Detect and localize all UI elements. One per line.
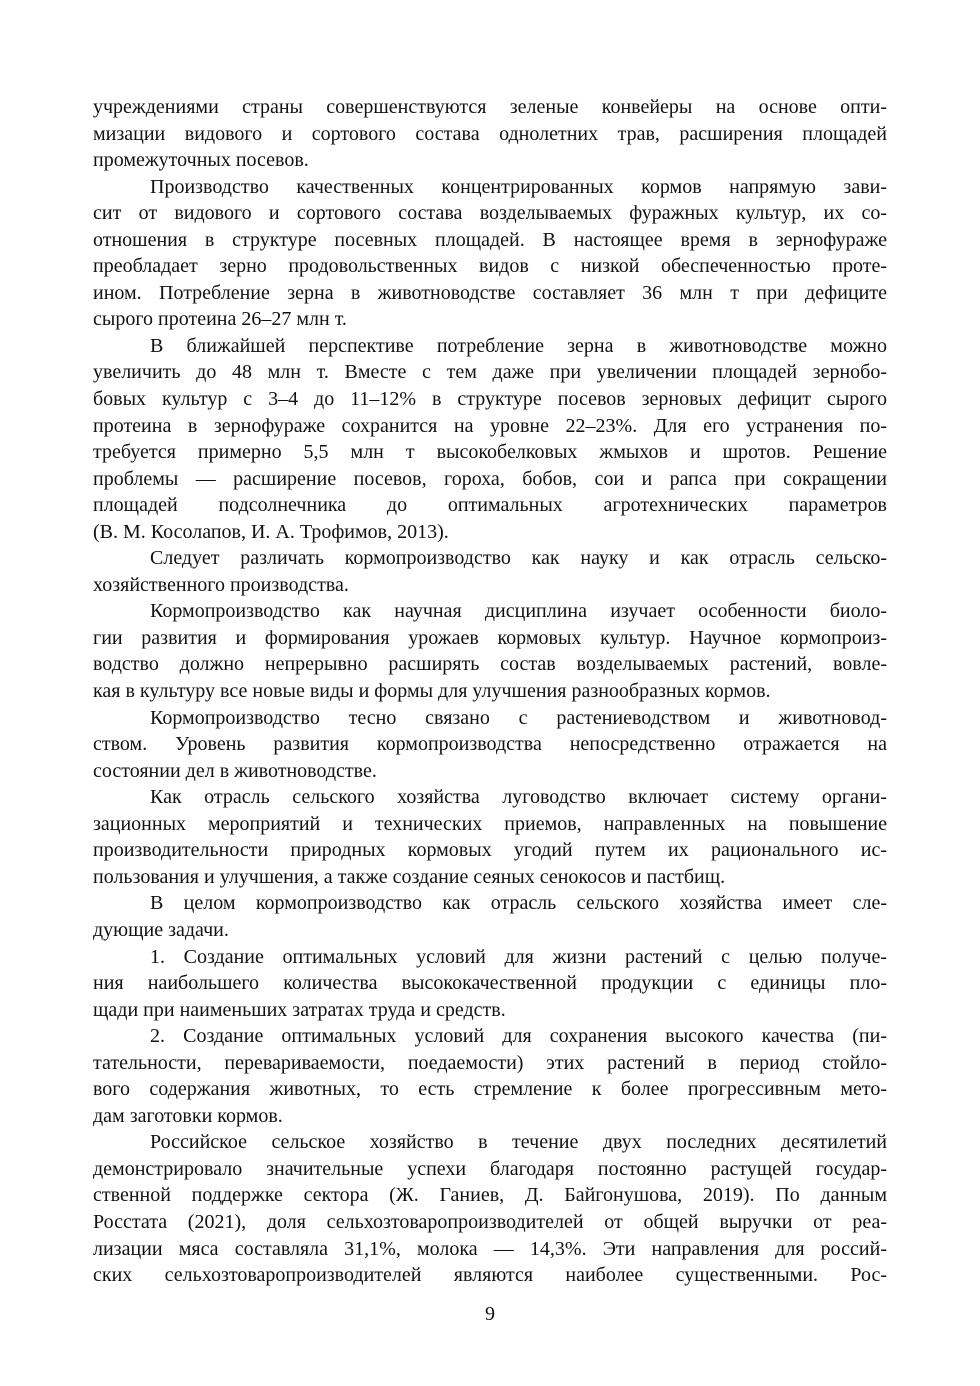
text-line: бовых культур с 3–4 до 11–12% в структуре посевов зерновых дефицит сырого	[93, 388, 887, 411]
paragraph	[93, 174, 887, 333]
text-line: дам заготовки кормов.	[93, 1104, 283, 1127]
text-line: преобладает зерно продовольственных видов с низкой обеспеченностью проте-	[93, 255, 887, 278]
text-line: сырого протеина 26–27 млн т.	[93, 308, 347, 331]
paragraph	[93, 545, 887, 598]
text-line: тательности, перевариваемости, поедаемости) этих растений в период стойло-	[93, 1051, 887, 1074]
text-line: требуется примерно 5,5 млн т высокобелковых жмыхов и шротов. Решение	[93, 441, 887, 464]
text-line: ственной поддержке сектора (Ж. Ганиев, Д. Байгонушова, 2019). По данным	[93, 1184, 887, 1207]
text-line: (В. М. Косолапов, И. А. Трофимов, 2013).	[93, 520, 449, 543]
text-line: В ближайшей перспективе потребление зерна в животноводстве можно	[150, 334, 887, 357]
paragraph	[93, 784, 887, 890]
text-line: В целом кормопроизводство как отрасль сельского хозяйства имеет сле-	[150, 892, 887, 915]
text-line: ином. Потребление зерна в животноводстве составляет 36 млн т при дефиците	[93, 281, 887, 304]
paragraph	[93, 944, 887, 1024]
text-line: Следует различать кормопроизводство как науку и как отрасль сельско-	[150, 547, 887, 570]
text-line: кая в культуру все новые виды и формы для улучшения разнообразных кормов.	[93, 680, 771, 703]
text-line: ских сельхозтоваропроизводителей являются наиболее существенными. Рос-	[93, 1264, 887, 1287]
page-number: 9	[485, 1303, 495, 1325]
text-line: Росстата (2021), доля сельхозтоваропроизводителей от общей выручки от реа-	[93, 1210, 887, 1233]
page-body	[93, 94, 887, 1289]
text-line: хозяйственного производства.	[93, 573, 349, 596]
text-line: отношения в структуре посевных площадей. В настоящее время в зернофураже	[93, 228, 887, 251]
text-line: увеличить до 48 млн т. Вместе с тем даже при увеличении площадей зернобо-	[93, 361, 887, 384]
text-line: площадей подсолнечника до оптимальных агротехнических параметров	[93, 494, 887, 517]
text-line: состоянии дел в животноводстве.	[93, 759, 377, 782]
text-line: Как отрасль сельского хозяйства луговодство включает систему органи-	[150, 786, 887, 809]
text-line: демонстрировало значительные успехи благодаря постоянно растущей государ-	[93, 1157, 887, 1180]
text-line: водство должно непрерывно расширять состав возделываемых растений, вовле-	[93, 653, 887, 676]
text-line: 2. Создание оптимальных условий для сохранения высокого качества (пи-	[150, 1025, 887, 1048]
text-line: мизации видового и сортового состава однолетних трав, расширения площадей	[93, 122, 887, 145]
text-line: учреждениями страны совершенствуются зеленые конвейеры на основе опти-	[93, 96, 887, 118]
text-line: пользования и улучшения, а также создание сеяных сенокосов и пастбищ.	[93, 865, 726, 888]
text-line: ством. Уровень развития кормопроизводства непосредственно отражается на	[93, 733, 887, 756]
text-line: протеина в зернофураже сохранится на уровне 22–23%. Для его устранения по-	[93, 414, 887, 437]
paragraph	[93, 94, 887, 174]
text-line: проблемы — расширение посевов, гороха, бобов, сои и рапса при сокращении	[93, 467, 887, 490]
text-line: Кормопроизводство тесно связано с растениеводством и животновод-	[150, 706, 887, 729]
text-line: Производство качественных концентрированных кормов напрямую зави-	[150, 175, 887, 198]
text-line: промежуточных посевов.	[93, 149, 309, 172]
text-line: зационных мероприятий и технических приемов, направленных на повышение	[93, 812, 887, 835]
text-line: сит от видового и сортового состава возделываемых фуражных культур, их со-	[93, 202, 887, 225]
paragraph	[93, 1023, 887, 1129]
text-line: лизации мяса составляла 31,1%, молока — 14,3%. Эти направления для россий-	[93, 1237, 887, 1260]
text-line: щади при наименьших затратах труда и средств.	[93, 998, 506, 1021]
text-line: дующие задачи.	[93, 918, 229, 941]
text-line: производительности природных кормовых угодий путем их рационального ис-	[93, 839, 887, 862]
paragraph	[93, 705, 887, 785]
paragraph	[93, 1129, 887, 1288]
paragraph	[93, 598, 887, 704]
text-line: гии развития и формирования урожаев кормовых культур. Научное кормопроиз-	[93, 626, 887, 649]
text-line: 1. Создание оптимальных условий для жизни растений с целью получе-	[150, 945, 887, 968]
paragraph	[93, 333, 887, 545]
text-line: Кормопроизводство как научная дисциплина изучает особенности биоло-	[150, 600, 887, 623]
text-line: вого содержания животных, то есть стремление к более прогрессивным мето-	[93, 1078, 887, 1101]
text-line: Российское сельское хозяйство в течение двух последних десятилетий	[150, 1131, 887, 1154]
text-line: ния наибольшего количества высококачественной продукции с единицы пло-	[93, 972, 887, 995]
paragraph	[93, 890, 887, 943]
